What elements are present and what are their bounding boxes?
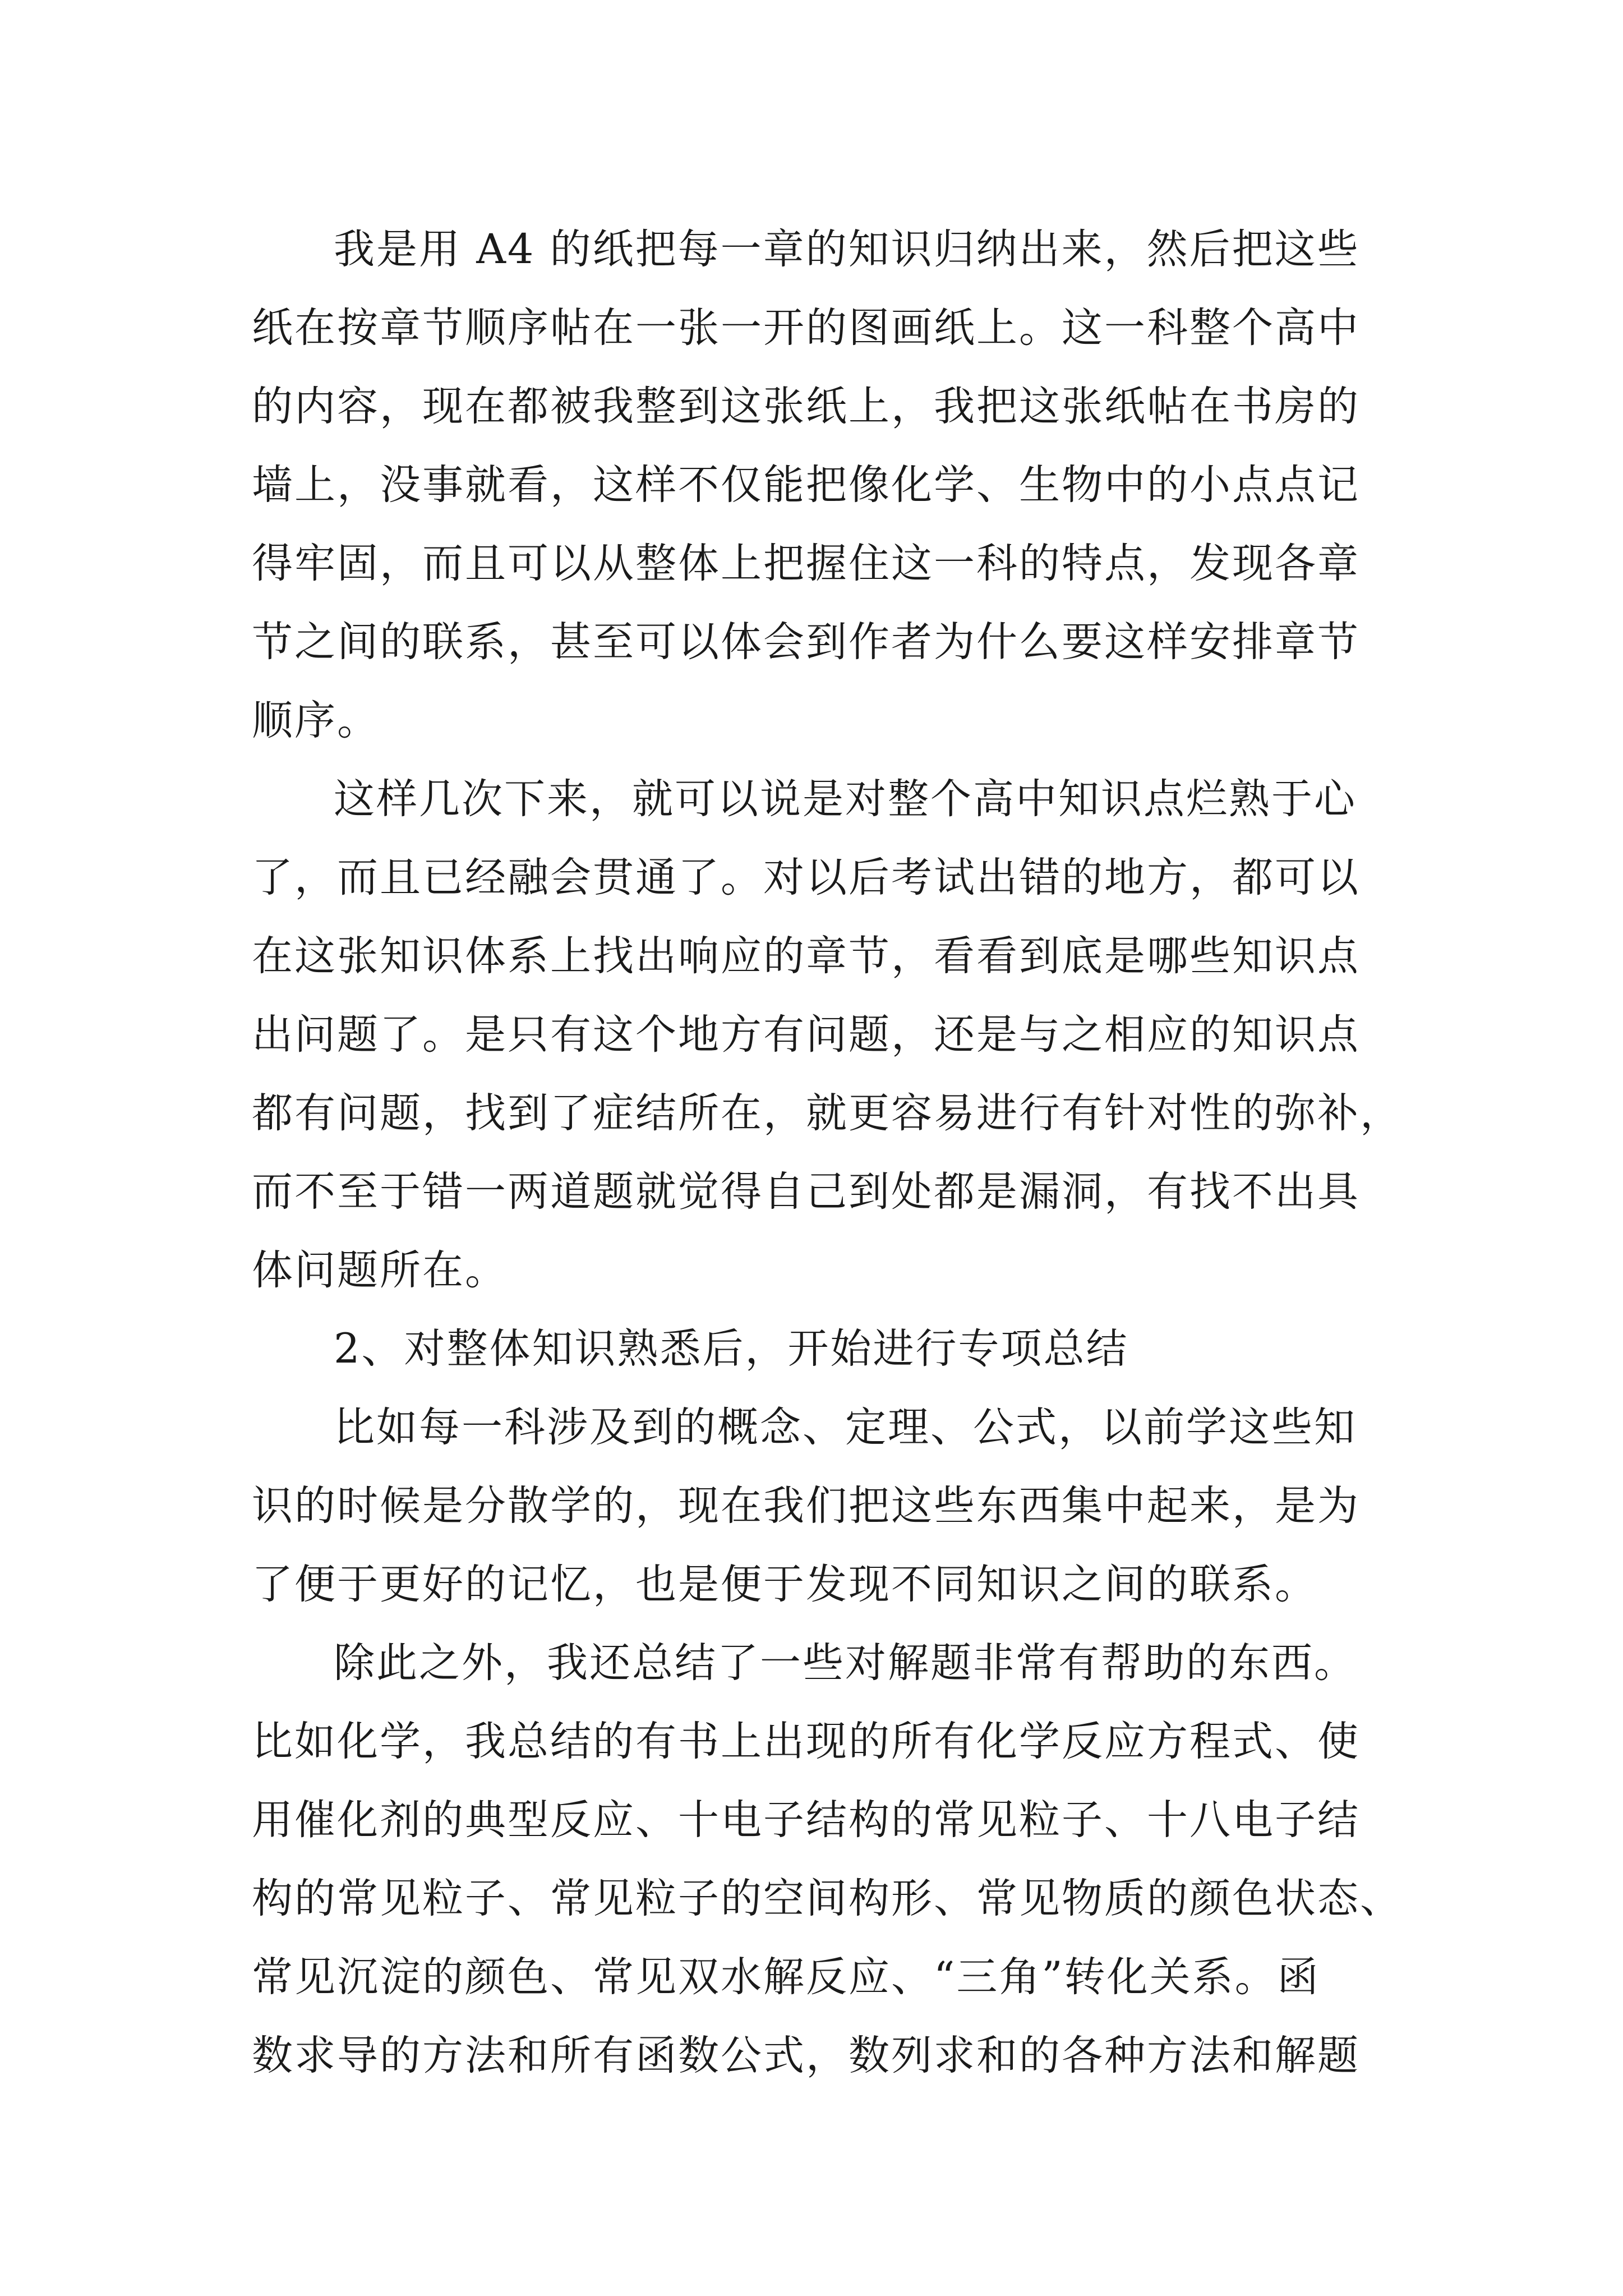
text-line: 节之间的联系，甚至可以体会到作者为什么要这样安排章节 [252, 618, 1360, 666]
text-line: 构的常见粒子、常见粒子的空间构形、常见物质的颜色状态、 [252, 1875, 1403, 1922]
heading-line: 2、对整体知识熟悉后，开始进行专项总结 [334, 1325, 1129, 1373]
section-heading [252, 1310, 1373, 1388]
text-line: 在这张知识体系上找出响应的章节，看看到底是哪些知识点 [252, 932, 1360, 980]
text-line: 用催化剂的典型反应、十电子结构的常见粒子、十八电子结 [252, 1796, 1360, 1844]
text-line: 体问题所在。 [252, 1246, 508, 1294]
paragraph-4 [252, 1624, 1403, 2095]
text-line: 都有问题，找到了症结所在，就更容易进行有针对性的弥补， [252, 1089, 1403, 1137]
text-line: 出问题了。是只有这个地方有问题，还是与之相应的知识点 [252, 1011, 1360, 1059]
text-line: 除此之外，我还总结了一些对解题非常有帮助的东西。 [334, 1639, 1357, 1687]
text-line: 这样几次下来，就可以说是对整个高中知识点烂熟于心 [334, 775, 1357, 823]
text-line: 数求导的方法和所有函数公式，数列求和的各种方法和解题 [252, 2032, 1360, 2079]
text-line: 比如每一科涉及到的概念、定理、公式，以前学这些知 [334, 1404, 1357, 1451]
text-line: 常见沉淀的颜色、常见双水解反应、“三角”转化关系。函 [252, 1953, 1320, 2001]
text-line: 识的时候是分散学的，现在我们把这些东西集中起来，是为 [252, 1482, 1360, 1530]
text-line: 顺序。 [252, 697, 380, 744]
text-line: 比如化学，我总结的有书上出现的所有化学反应方程式、使 [252, 1718, 1360, 1765]
text-line: 纸在按章节顺序帖在一张一开的图画纸上。这一科整个高中 [252, 304, 1360, 352]
paragraph-2 [252, 760, 1403, 1310]
document-body [252, 210, 1403, 2095]
text-line: 得牢固，而且可以从整体上把握住这一科的特点，发现各章 [252, 540, 1360, 587]
paragraph-3 [252, 1388, 1373, 1624]
text-line: 的内容，现在都被我整到这张纸上，我把这张纸帖在书房的 [252, 383, 1360, 430]
text-line: 墙上，没事就看，这样不仅能把像化学、生物中的小点点记 [252, 461, 1360, 509]
text-line: 了，而且已经融会贯通了。对以后考试出错的地方，都可以 [252, 854, 1360, 901]
text-line: 我是用 A4 的纸把每一章的知识归纳出来，然后把这些 [334, 226, 1360, 273]
text-line: 而不至于错一两道题就觉得自己到处都是漏洞，有找不出具 [252, 1168, 1360, 1216]
text-line: 了便于更好的记忆，也是便于发现不同知识之间的联系。 [252, 1561, 1317, 1608]
paragraph-1 [252, 210, 1373, 760]
